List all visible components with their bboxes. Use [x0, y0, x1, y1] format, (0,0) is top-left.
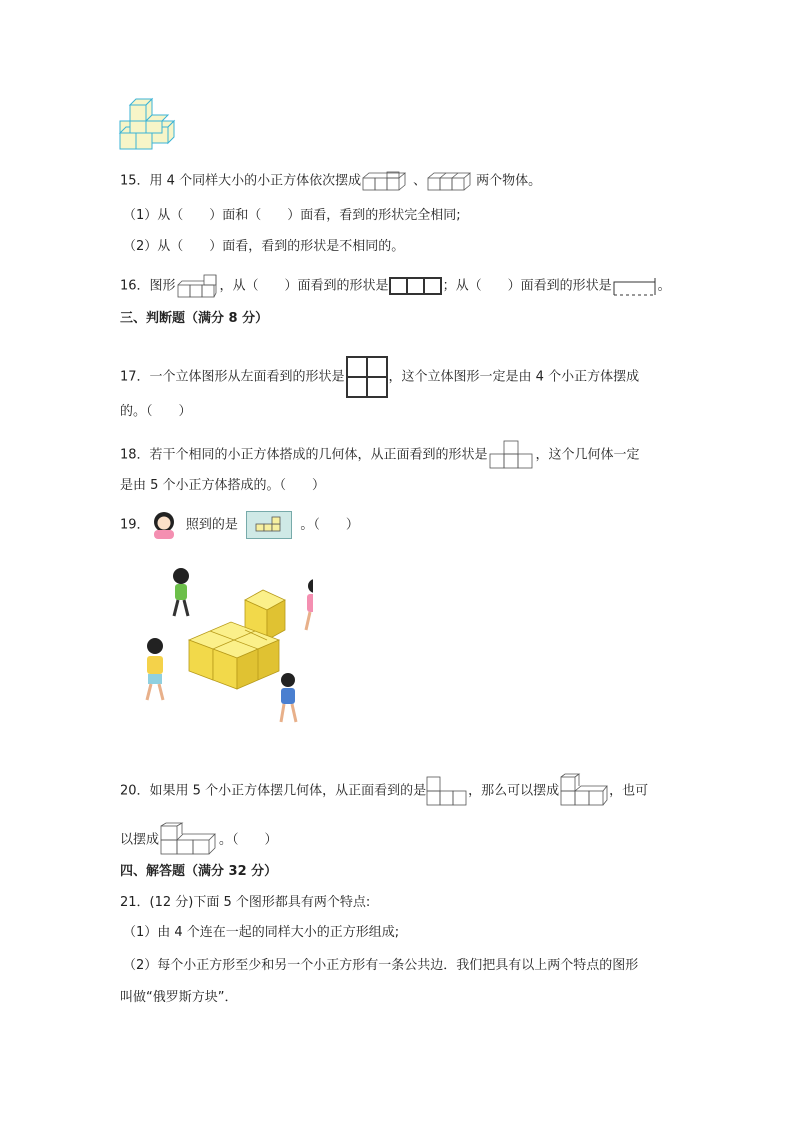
- q16-solid-icon: [176, 273, 220, 299]
- q15-part-2: （2）从（ ）面看，看到的形状是不相同的。: [123, 239, 405, 254]
- q20-view-icon: [426, 776, 468, 806]
- q21-part-1: （1）由 4 个连在一起的同样大小的正方形组成;: [123, 925, 400, 940]
- q16-stem: [120, 273, 671, 299]
- q20-solid-b-icon: [159, 822, 219, 858]
- q16-view-a-icon: [389, 276, 443, 296]
- child-bottom: [281, 673, 296, 722]
- q18-view-icon: [488, 440, 536, 470]
- q21-part-2: （2）每个小正方形至少和另一个小正方形有一条公共边．我们把具有以上两个特点的图形: [123, 958, 639, 973]
- q17-a: 17．一个立体图形从左面看到的形状是: [120, 369, 345, 385]
- q21-stem: 21．(12 分)下面 5 个图形都具有两个特点:: [120, 895, 371, 910]
- q19-b: 照到的是: [185, 517, 238, 533]
- q18-line-2: 是由 5 个小正方体搭成的。（ ）: [120, 478, 326, 493]
- q20-d: 以摆成: [120, 832, 160, 848]
- q20-solid-a-icon: [559, 773, 609, 809]
- child-left: [147, 638, 163, 700]
- q20-stem: [120, 773, 648, 809]
- q15-shape-b-icon: [426, 170, 476, 192]
- child-top-right: [306, 579, 313, 630]
- q20-b: ，那么可以摆成: [468, 783, 560, 799]
- q15-stem-a: 15．用 4 个同样大小的小正方体依次摆成: [120, 173, 362, 189]
- girl-avatar-icon: [150, 511, 178, 539]
- q17-stem: [120, 355, 639, 399]
- q15-stem: [120, 170, 541, 192]
- q17-view-icon: [345, 355, 389, 399]
- q20-e: 。（ ）: [219, 832, 278, 848]
- q18-a: 18．若干个相同的小正方体搭成的几何体，从正面看到的形状是: [120, 447, 488, 463]
- q16-b: ，从（ ）面看到的形状是: [219, 278, 389, 294]
- section-3-heading: 三、判断题（满分 8 分）: [120, 311, 269, 326]
- q15-stem-b: 、: [413, 173, 427, 189]
- q16-d: 。: [657, 278, 671, 294]
- q19-c: 。（ ）: [300, 517, 359, 533]
- q20-c: ，也可: [609, 783, 649, 799]
- q19-photo-icon: [246, 511, 292, 539]
- cube-stack-figure: [118, 97, 188, 157]
- q17-line-2: 的。（ ）: [120, 404, 192, 419]
- q16-view-b-icon: [612, 276, 658, 296]
- q18-b: ，这个几何体一定: [535, 447, 640, 463]
- q21-part-3: 叫做“俄罗斯方块”．: [120, 990, 238, 1005]
- q19-a: 19．: [120, 517, 150, 533]
- q15-part-1: （1）从（ ）面和（ ）面看，看到的形状完全相同;: [123, 208, 461, 223]
- q20-a: 20．如果用 5 个小正方体摆几何体，从正面看到的是: [120, 783, 427, 799]
- q16-c: ；从（ ）面看到的形状是: [442, 278, 612, 294]
- child-top-left: [173, 568, 189, 616]
- q16-a: 16．图形: [120, 278, 176, 294]
- q19-stem: [120, 511, 359, 539]
- q17-b: ，这个立体图形一定是由 4 个小正方体摆成: [388, 369, 640, 385]
- section-4-heading: 四、解答题（满分 32 分）: [120, 864, 278, 879]
- q20-line-2: [120, 822, 278, 858]
- q18-stem: [120, 440, 640, 470]
- children-cubes-illustration: [133, 562, 313, 732]
- q15-shape-a-icon: [361, 170, 413, 192]
- q15-stem-c: 两个物体。: [476, 173, 542, 189]
